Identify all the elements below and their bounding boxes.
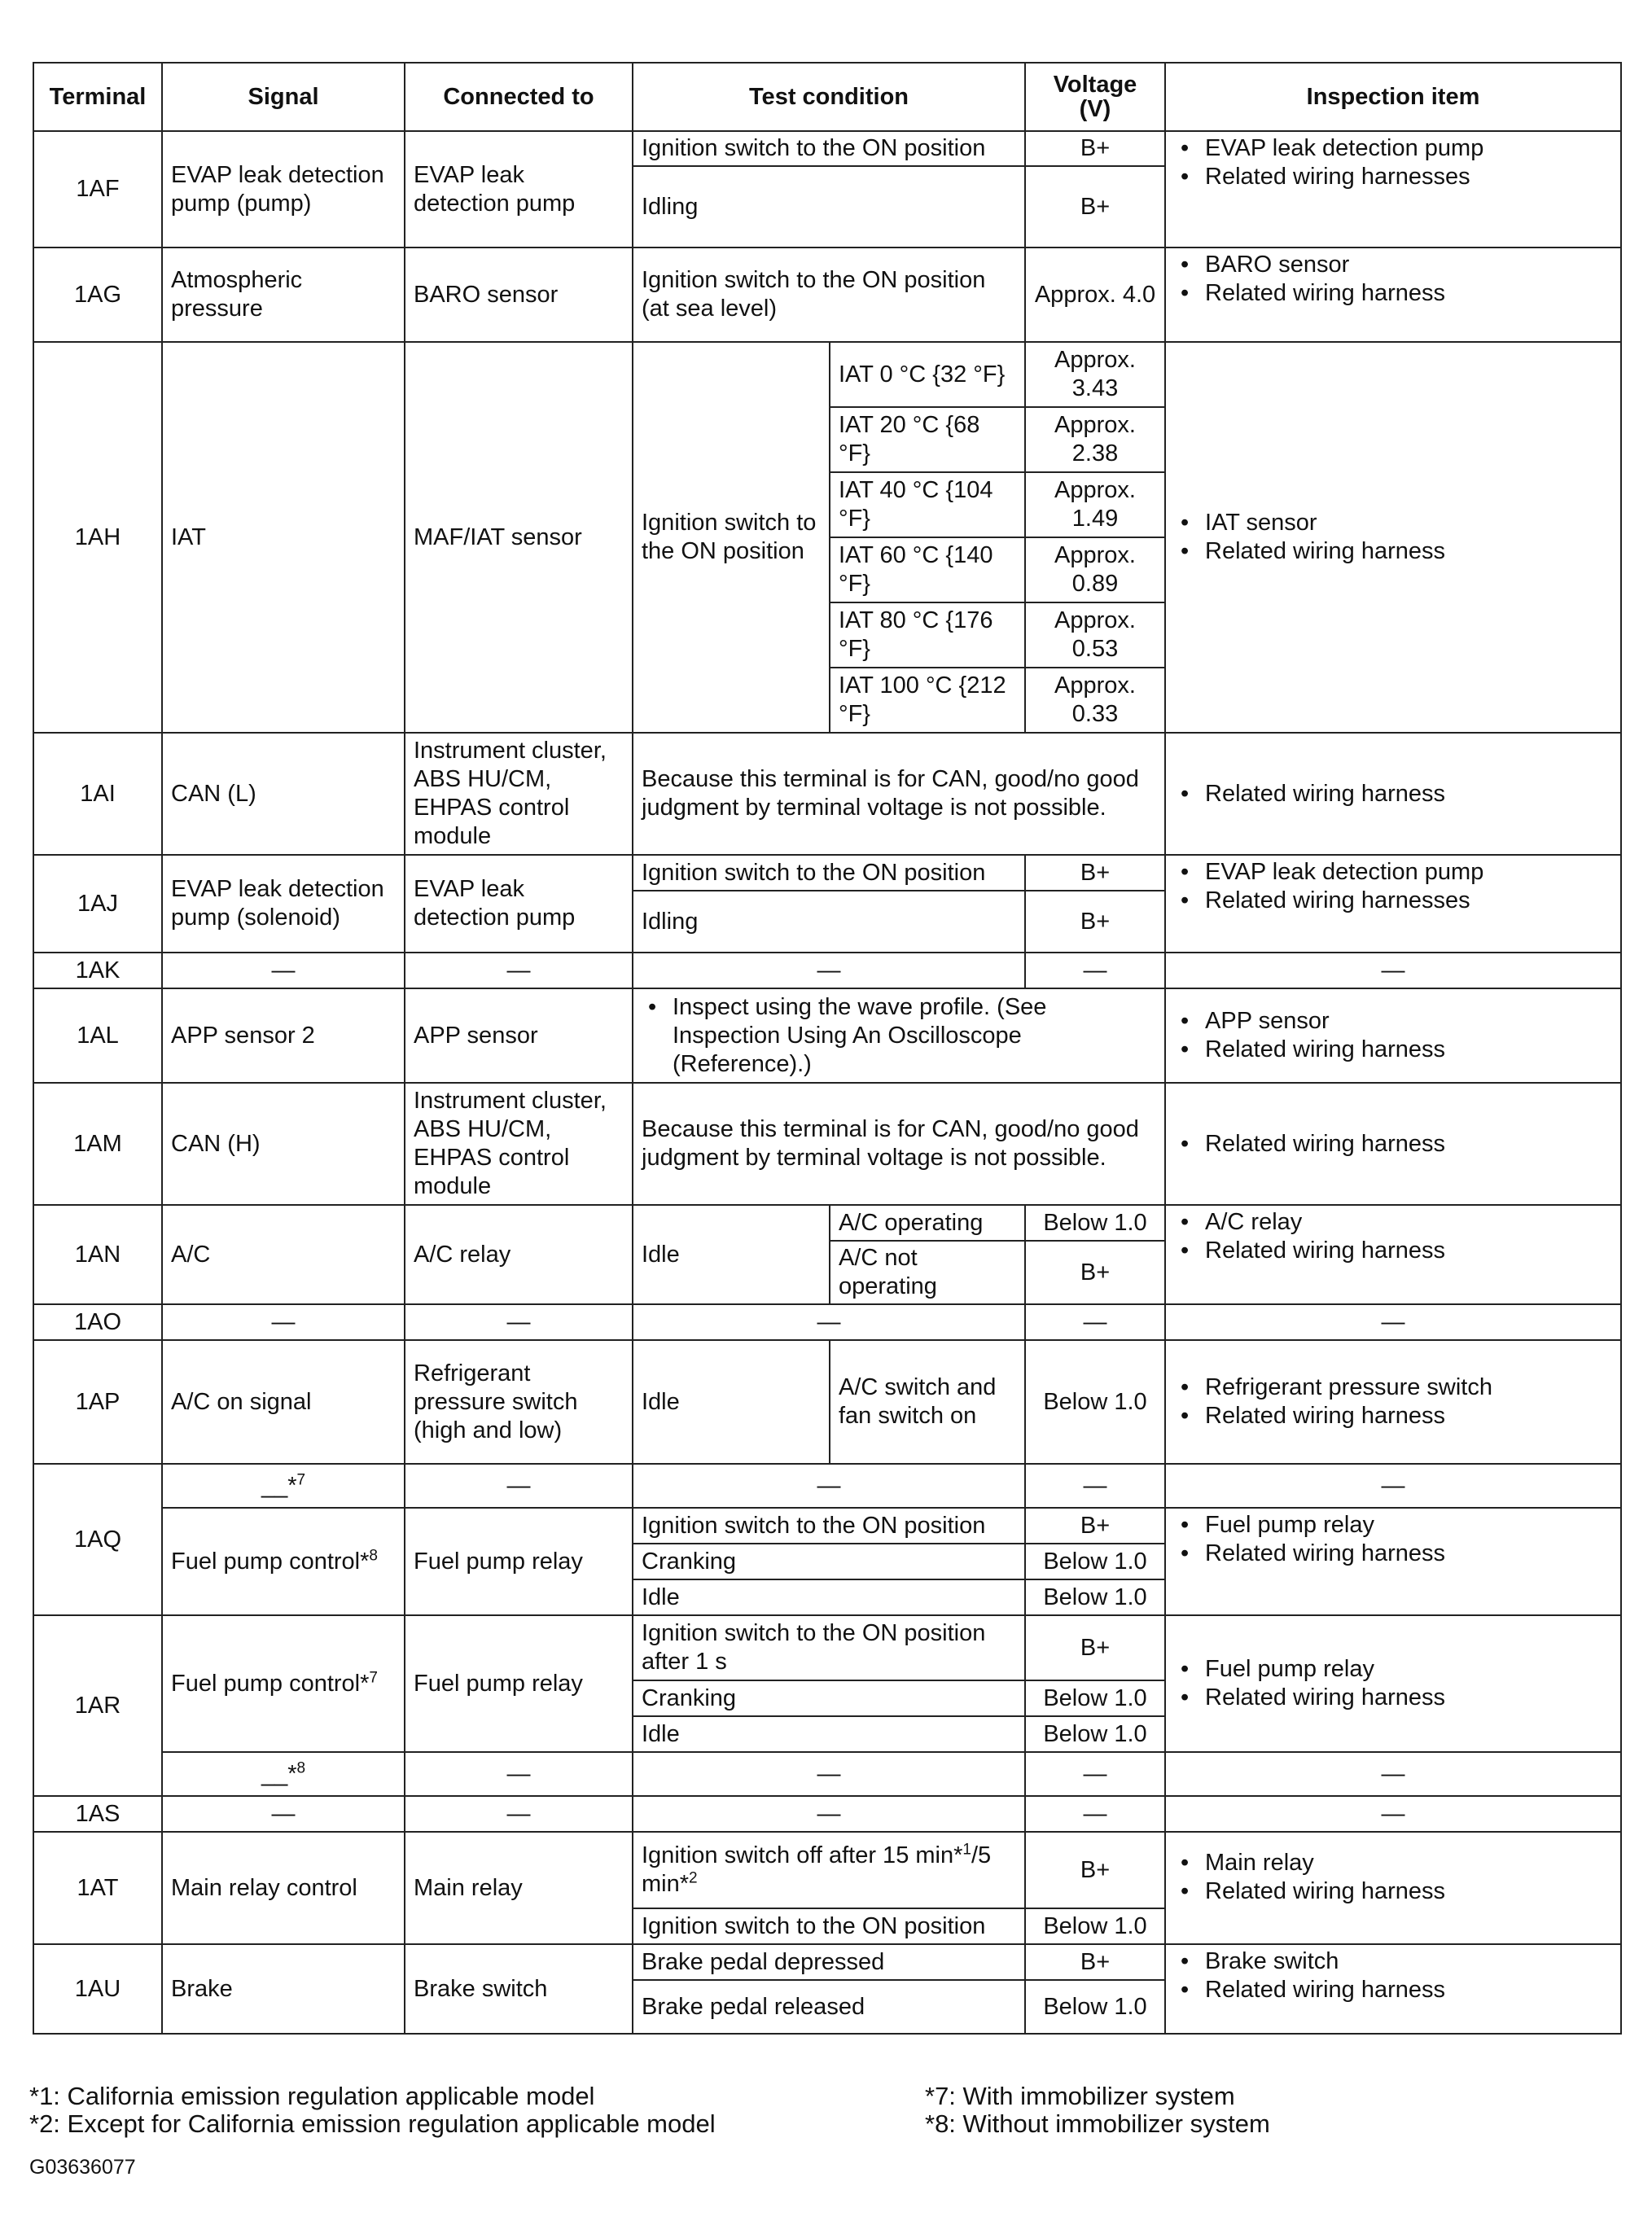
inspection-item: • Fuel pump relay (1174, 1655, 1612, 1684)
table-row (33, 855, 1621, 891)
condition-cell: Idle (633, 1205, 830, 1304)
inspection-cell: — (1165, 953, 1621, 988)
voltage-cell: — (1025, 1796, 1165, 1832)
voltage-cell: Approx. 0.33 (1025, 668, 1165, 733)
inspection-cell (1165, 1205, 1621, 1304)
condition-cell: Because this terminal is for CAN, good/no good judgment by terminal voltage is not possible. (633, 733, 1165, 855)
table-row (33, 1205, 1621, 1241)
voltage-cell: B+ (1025, 166, 1165, 247)
inspection-item: • Related wiring harness (1174, 1976, 1612, 2004)
condition-cell: — (633, 953, 1025, 988)
table-row (33, 1944, 1621, 1980)
sub-condition-cell: A/C operating (830, 1205, 1025, 1241)
condition-cell: — (633, 1752, 1025, 1796)
voltage-cell: Below 1.0 (1025, 1340, 1165, 1464)
inspection-item: • A/C relay (1174, 1208, 1612, 1237)
terminal-cell: 1AO (33, 1304, 162, 1340)
condition-cell: Cranking (633, 1680, 1025, 1716)
voltage-cell: Approx. 0.53 (1025, 602, 1165, 668)
inspection-item: • Related wiring harness (1174, 780, 1612, 808)
inspection-item: • EVAP leak detection pump (1174, 134, 1612, 163)
table-row (33, 1508, 1621, 1544)
voltage-cell: Approx. 1.49 (1025, 472, 1165, 537)
signal-cell: — (162, 953, 405, 988)
inspection-cell: — (1165, 1464, 1621, 1508)
voltage-cell: Approx. 4.0 (1025, 247, 1165, 342)
condition-cell (633, 988, 1165, 1083)
terminal-cell: 1AR (33, 1615, 162, 1796)
sub-condition-cell: IAT 40 °C {104 °F} (830, 472, 1025, 537)
signal-cell: CAN (H) (162, 1083, 405, 1205)
connected-cell: — (405, 1796, 633, 1832)
connected-cell: BARO sensor (405, 247, 633, 342)
condition-cell: — (633, 1304, 1025, 1340)
voltage-cell: B+ (1025, 1615, 1165, 1680)
connected-cell: A/C relay (405, 1205, 633, 1304)
sub-condition-cell: IAT 0 °C {32 °F} (830, 342, 1025, 407)
signal-cell: CAN (L) (162, 733, 405, 855)
connected-cell: Fuel pump relay (405, 1508, 633, 1615)
table-row (33, 1615, 1621, 1680)
voltage-cell: B+ (1025, 1508, 1165, 1544)
table-row (33, 953, 1621, 988)
terminal-cell: 1AF (33, 131, 162, 247)
header-voltage: Voltage (V) (1025, 63, 1165, 131)
inspection-item: • BARO sensor (1174, 251, 1612, 279)
header-signal: Signal (162, 63, 405, 131)
inspection-item: • APP sensor (1174, 1007, 1612, 1036)
voltage-cell: Below 1.0 (1025, 1980, 1165, 2034)
signal-cell: A/C (162, 1205, 405, 1304)
inspection-item: • Related wiring harness (1174, 1684, 1612, 1712)
inspection-item: • Main relay (1174, 1849, 1612, 1877)
condition-cell: Cranking (633, 1544, 1025, 1579)
inspection-cell: — (1165, 1796, 1621, 1832)
voltage-cell: Below 1.0 (1025, 1579, 1165, 1615)
footnotes-left (29, 2083, 909, 2138)
condition-cell (633, 1832, 1025, 1908)
connected-cell: Fuel pump relay (405, 1615, 633, 1752)
voltage-cell: B+ (1025, 131, 1165, 166)
table-row (33, 1832, 1621, 1908)
header-test-condition: Test condition (633, 63, 1025, 131)
condition-cell: Ignition switch to the ON position (633, 131, 1025, 166)
condition-cell: Ignition switch to the ON position (633, 1508, 1025, 1544)
condition-cell: Idle (633, 1579, 1025, 1615)
figure-id: G03636077 (29, 2156, 136, 2179)
signal-cell: IAT (162, 342, 405, 733)
table-row (33, 247, 1621, 342)
inspection-cell (1165, 1944, 1621, 2034)
inspection-cell: — (1165, 1752, 1621, 1796)
table-row (33, 1340, 1621, 1464)
inspection-cell (1165, 1340, 1621, 1464)
terminal-cell: 1AM (33, 1083, 162, 1205)
table-row (33, 988, 1621, 1083)
inspection-cell (1165, 1508, 1621, 1615)
footnote-mark: 8 (369, 1546, 378, 1564)
inspection-cell (1165, 1615, 1621, 1752)
signal-cell: APP sensor 2 (162, 988, 405, 1083)
voltage-cell: — (1025, 1752, 1165, 1796)
voltage-cell: Below 1.0 (1025, 1205, 1165, 1241)
condition-text: /5 min* (642, 1842, 992, 1897)
condition-cell: Ignition switch to the ON position (at sea level) (633, 247, 1025, 342)
condition-cell: Because this terminal is for CAN, good/no good judgment by terminal voltage is not possible. (633, 1083, 1165, 1205)
voltage-cell: B+ (1025, 855, 1165, 891)
voltage-cell: Below 1.0 (1025, 1544, 1165, 1579)
terminal-cell: 1AG (33, 247, 162, 342)
inspection-cell (1165, 131, 1621, 247)
signal-cell (162, 1752, 405, 1796)
condition-item: • Inspect using the wave profile. (See Inspection Using An Oscilloscope (Reference).) (642, 993, 1156, 1079)
terminal-cell: 1AI (33, 733, 162, 855)
header-connected-to: Connected to (405, 63, 633, 131)
connected-cell: Instrument cluster, ABS HU/CM, EHPAS control module (405, 1083, 633, 1205)
inspection-item: • Related wiring harness (1174, 279, 1612, 308)
inspection-item: • Related wiring harness (1174, 1130, 1612, 1159)
condition-cell: — (633, 1464, 1025, 1508)
inspection-item: • Refrigerant pressure switch (1174, 1373, 1612, 1402)
footnote-mark: 8 (296, 1759, 306, 1776)
footnote-mark: 1 (962, 1841, 971, 1859)
voltage-cell: Below 1.0 (1025, 1908, 1165, 1944)
condition-cell: Brake pedal depressed (633, 1944, 1025, 1980)
inspection-cell (1165, 1083, 1621, 1205)
condition-cell: Idling (633, 166, 1025, 247)
footnote-mark: 7 (296, 1470, 306, 1488)
table-row (33, 1304, 1621, 1340)
voltage-cell: B+ (1025, 1832, 1165, 1908)
terminal-voltage-sheet (33, 62, 1620, 2035)
signal-cell: — (162, 1304, 405, 1340)
sub-condition-cell: IAT 20 °C {68 °F} (830, 407, 1025, 472)
inspection-item: • Related wiring harness (1174, 1877, 1612, 1906)
signal-cell (162, 1464, 405, 1508)
condition-cell: Idle (633, 1340, 830, 1464)
inspection-cell (1165, 342, 1621, 733)
inspection-item: • Related wiring harnesses (1174, 887, 1612, 915)
voltage-cell: Approx. 3.43 (1025, 342, 1165, 407)
signal-cell (162, 1508, 405, 1615)
connected-cell: Main relay (405, 1832, 633, 1944)
inspection-item: • Related wiring harnesses (1174, 163, 1612, 191)
header-terminal: Terminal (33, 63, 162, 131)
inspection-item: • Related wiring harness (1174, 1402, 1612, 1430)
connected-cell: — (405, 1464, 633, 1508)
voltage-cell: B+ (1025, 891, 1165, 953)
signal-cell: Brake (162, 1944, 405, 2034)
inspection-cell (1165, 733, 1621, 855)
voltage-cell: B+ (1025, 1944, 1165, 1980)
condition-cell: Ignition switch to the ON position after 1 s (633, 1615, 1025, 1680)
voltage-cell: Approx. 0.89 (1025, 537, 1165, 602)
terminal-cell: 1AH (33, 342, 162, 733)
terminal-cell: 1AU (33, 1944, 162, 2034)
condition-cell: Ignition switch to the ON position (633, 342, 830, 733)
voltage-cell: — (1025, 953, 1165, 988)
sub-condition-cell: IAT 60 °C {140 °F} (830, 537, 1025, 602)
inspection-item: • Related wiring harness (1174, 1237, 1612, 1265)
condition-text: Ignition switch off after 15 min* (642, 1842, 963, 1868)
footnote-2: *2: Except for California emission regulation applicable model (29, 2109, 716, 2138)
signal-cell: EVAP leak detection pump (pump) (162, 131, 405, 247)
voltage-cell: Approx. 2.38 (1025, 407, 1165, 472)
footnote-7: *7: With immobilizer system (925, 2082, 1235, 2110)
signal-cell: Atmospheric pressure (162, 247, 405, 342)
signal-cell: — (162, 1796, 405, 1832)
condition-cell: Brake pedal released (633, 1980, 1025, 2034)
inspection-item: • Related wiring harness (1174, 1036, 1612, 1064)
condition-cell: Idle (633, 1716, 1025, 1752)
note-dash: __* (261, 1760, 297, 1787)
inspection-item: • Brake switch (1174, 1947, 1612, 1976)
condition-cell: — (633, 1796, 1025, 1832)
condition-cell: Ignition switch to the ON position (633, 1908, 1025, 1944)
inspection-item: • Fuel pump relay (1174, 1511, 1612, 1540)
condition-cell: Idling (633, 891, 1025, 953)
footnote-mark: 2 (689, 1869, 698, 1887)
terminal-cell: 1AS (33, 1796, 162, 1832)
table-row (33, 1464, 1621, 1508)
signal-text: Fuel pump control* (171, 1670, 370, 1697)
table-row (33, 733, 1621, 855)
terminal-cell: 1AN (33, 1205, 162, 1304)
signal-cell: EVAP leak detection pump (solenoid) (162, 855, 405, 953)
voltage-cell: B+ (1025, 1241, 1165, 1304)
terminal-cell: 1AK (33, 953, 162, 988)
table-row (33, 131, 1621, 166)
terminal-cell: 1AJ (33, 855, 162, 953)
terminal-cell: 1AQ (33, 1464, 162, 1615)
sub-condition-cell: IAT 100 °C {212 °F} (830, 668, 1025, 733)
sub-condition-cell: A/C not operating (830, 1241, 1025, 1304)
connected-cell: — (405, 1304, 633, 1340)
voltage-cell: — (1025, 1464, 1165, 1508)
sub-condition-cell: IAT 80 °C {176 °F} (830, 602, 1025, 668)
footnote-1: *1: California emission regulation applicable model (29, 2082, 595, 2110)
inspection-item: • Related wiring harness (1174, 1540, 1612, 1568)
connected-cell: EVAP leak detection pump (405, 131, 633, 247)
connected-cell: Instrument cluster, ABS HU/CM, EHPAS control module (405, 733, 633, 855)
table-row (33, 1796, 1621, 1832)
table-row (33, 342, 1621, 407)
footnote-8: *8: Without immobilizer system (925, 2109, 1270, 2138)
table-row (33, 1752, 1621, 1796)
terminal-cell: 1AP (33, 1340, 162, 1464)
voltage-cell: — (1025, 1304, 1165, 1340)
signal-cell (162, 1615, 405, 1752)
inspection-cell: — (1165, 1304, 1621, 1340)
terminal-cell: 1AL (33, 988, 162, 1083)
signal-cell: A/C on signal (162, 1340, 405, 1464)
terminal-voltage-table (33, 62, 1622, 2035)
connected-cell: — (405, 1752, 633, 1796)
connected-cell: Refrigerant pressure switch (high and low) (405, 1340, 633, 1464)
connected-cell: MAF/IAT sensor (405, 342, 633, 733)
signal-cell: Main relay control (162, 1832, 405, 1944)
voltage-cell: Below 1.0 (1025, 1716, 1165, 1752)
inspection-cell (1165, 988, 1621, 1083)
signal-text: Fuel pump control* (171, 1548, 370, 1575)
connected-cell: — (405, 953, 633, 988)
inspection-item: • EVAP leak detection pump (1174, 858, 1612, 887)
inspection-item: • IAT sensor (1174, 509, 1612, 537)
footnote-mark: 7 (369, 1668, 378, 1686)
inspection-cell (1165, 247, 1621, 342)
connected-cell: EVAP leak detection pump (405, 855, 633, 953)
footnotes-right (925, 2083, 1617, 2138)
terminal-cell: 1AT (33, 1832, 162, 1944)
note-dash: __* (261, 1472, 297, 1499)
table-header-row (33, 63, 1621, 131)
connected-cell: APP sensor (405, 988, 633, 1083)
table-row (33, 1083, 1621, 1205)
voltage-cell: Below 1.0 (1025, 1680, 1165, 1716)
connected-cell: Brake switch (405, 1944, 633, 2034)
condition-cell: Ignition switch to the ON position (633, 855, 1025, 891)
inspection-cell (1165, 855, 1621, 953)
inspection-cell (1165, 1832, 1621, 1944)
sub-condition-cell: A/C switch and fan switch on (830, 1340, 1025, 1464)
header-inspection-item: Inspection item (1165, 63, 1621, 131)
inspection-item: • Related wiring harness (1174, 537, 1612, 566)
